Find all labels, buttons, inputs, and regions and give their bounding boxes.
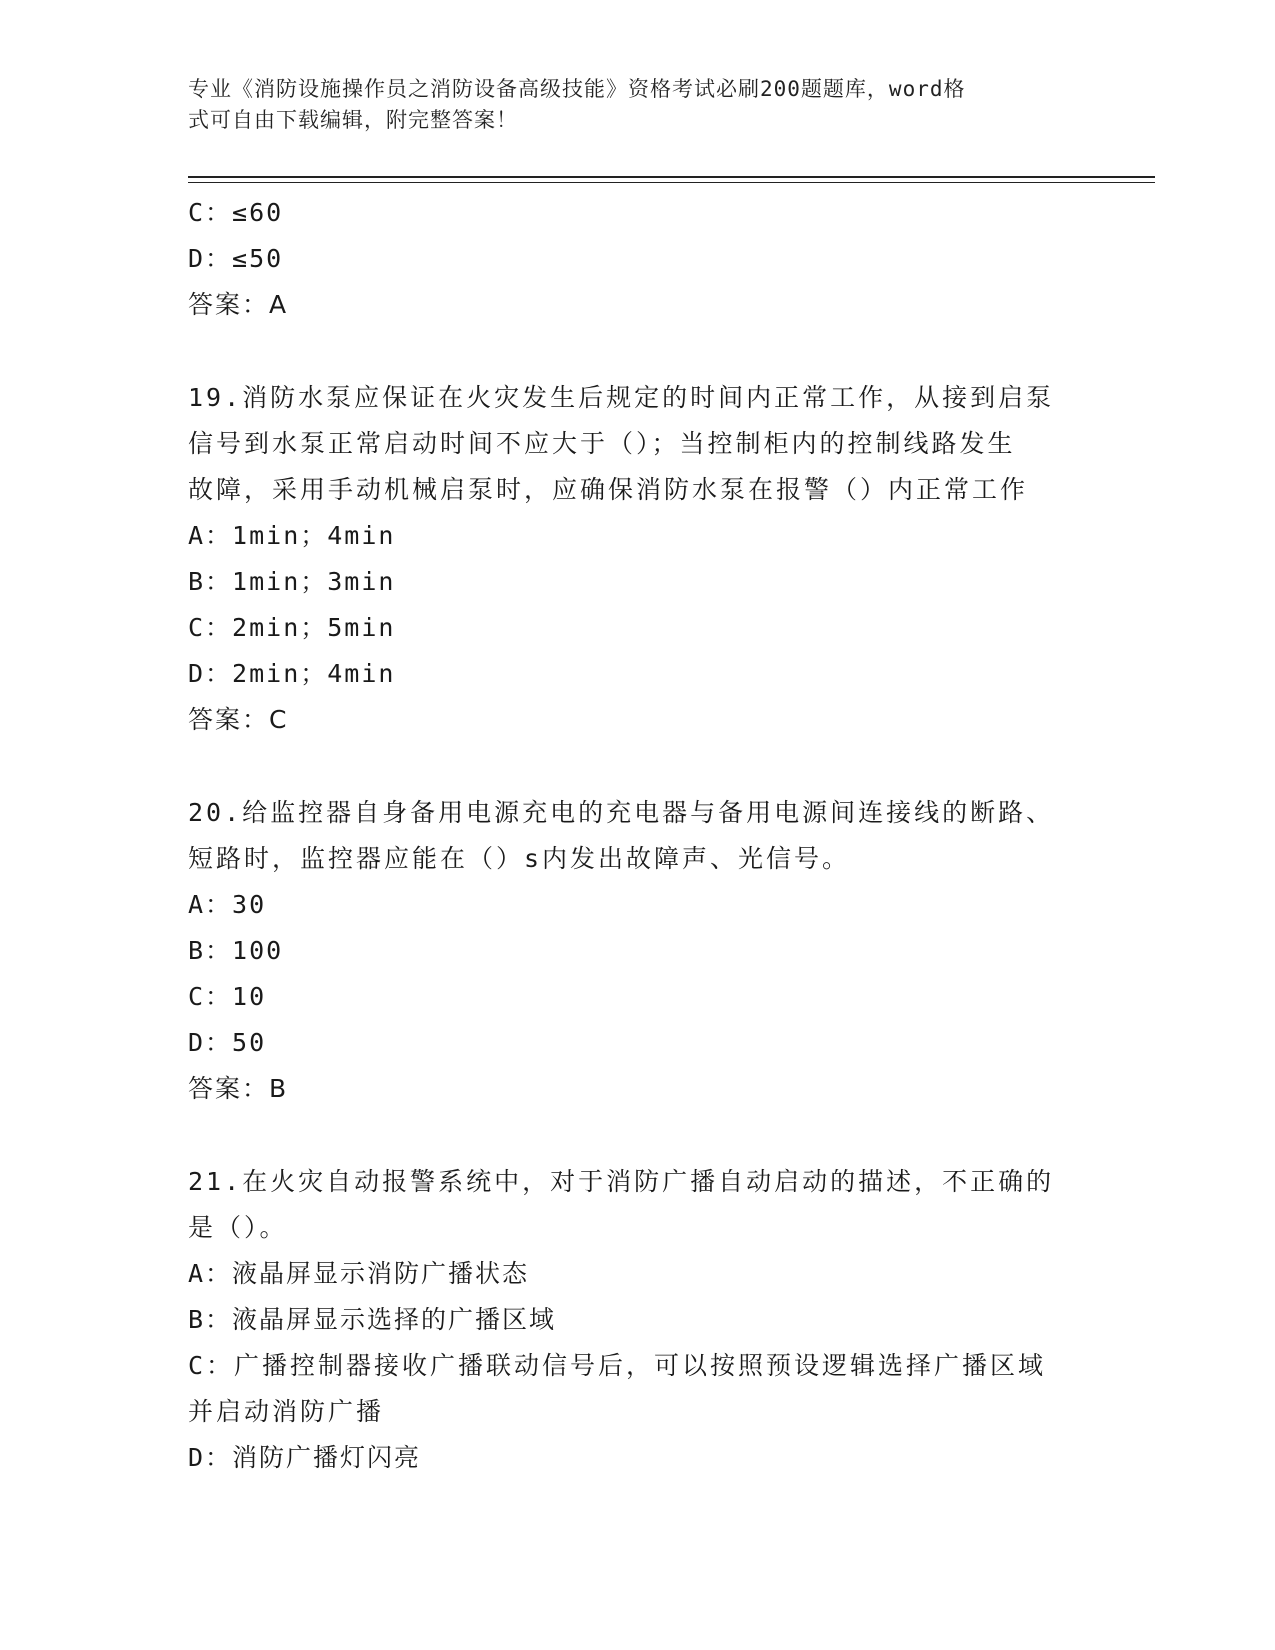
option-b: B：液晶屏显示选择的广播区域 — [188, 1305, 557, 1334]
option-b: B：100 — [188, 936, 284, 965]
question-20-stem: 短路时，监控器应能在（）s内发出故障声、光信号。 — [188, 844, 851, 873]
page-header — [188, 74, 1068, 136]
question-21-stem: 是（）。 — [188, 1213, 288, 1242]
option-c: C：≤60 — [188, 198, 284, 227]
option-d: D：消防广播灯闪亮 — [188, 1443, 422, 1472]
question-19-stem: 19.消防水泵应保证在火灾发生后规定的时间内正常工作，从接到启泵 — [188, 383, 1055, 412]
answer-line: 答案：A — [188, 290, 289, 319]
option-c: C：2min；5min — [188, 613, 396, 642]
header-line-2: 式可自由下载编辑，附完整答案！ — [188, 108, 518, 132]
option-c: C：10 — [188, 982, 267, 1011]
answer-line: 答案：B — [188, 1074, 289, 1103]
option-a: A：1min；4min — [188, 521, 396, 550]
option-d: D：≤50 — [188, 244, 284, 273]
option-d: D：50 — [188, 1028, 267, 1057]
spacer — [188, 328, 1088, 375]
question-21-stem: 21.在火灾自动报警系统中，对于消防广播自动启动的描述，不正确的 — [188, 1167, 1055, 1196]
spacer — [188, 743, 1088, 790]
question-19-stem: 故障，采用手动机械启泵时，应确保消防水泵在报警（）内正常工作 — [188, 475, 1029, 504]
question-list — [188, 190, 1088, 1481]
option-a: A：液晶屏显示消防广播状态 — [188, 1259, 530, 1288]
question-19-stem: 信号到水泵正常启动时间不应大于（）；当控制柜内的控制线路发生 — [188, 429, 1016, 458]
question-20-stem: 20.给监控器自身备用电源充电的充电器与备用电源间连接线的断路、 — [188, 798, 1055, 827]
header-rule-thick — [188, 176, 1155, 178]
option-a: A：30 — [188, 890, 267, 919]
spacer — [188, 1112, 1088, 1159]
option-d: D：2min；4min — [188, 659, 396, 688]
answer-line: 答案：C — [188, 705, 289, 734]
option-b: B：1min；3min — [188, 567, 396, 596]
option-c: C：广播控制器接收广播联动信号后，可以按照预设逻辑选择广播区域 — [188, 1351, 1047, 1380]
header-rule-thin — [188, 182, 1155, 183]
option-c-continued: 并启动消防广播 — [188, 1397, 385, 1426]
header-line-1: 专业《消防设施操作员之消防设备高级技能》资格考试必刷200题题库，word格 — [188, 77, 966, 101]
